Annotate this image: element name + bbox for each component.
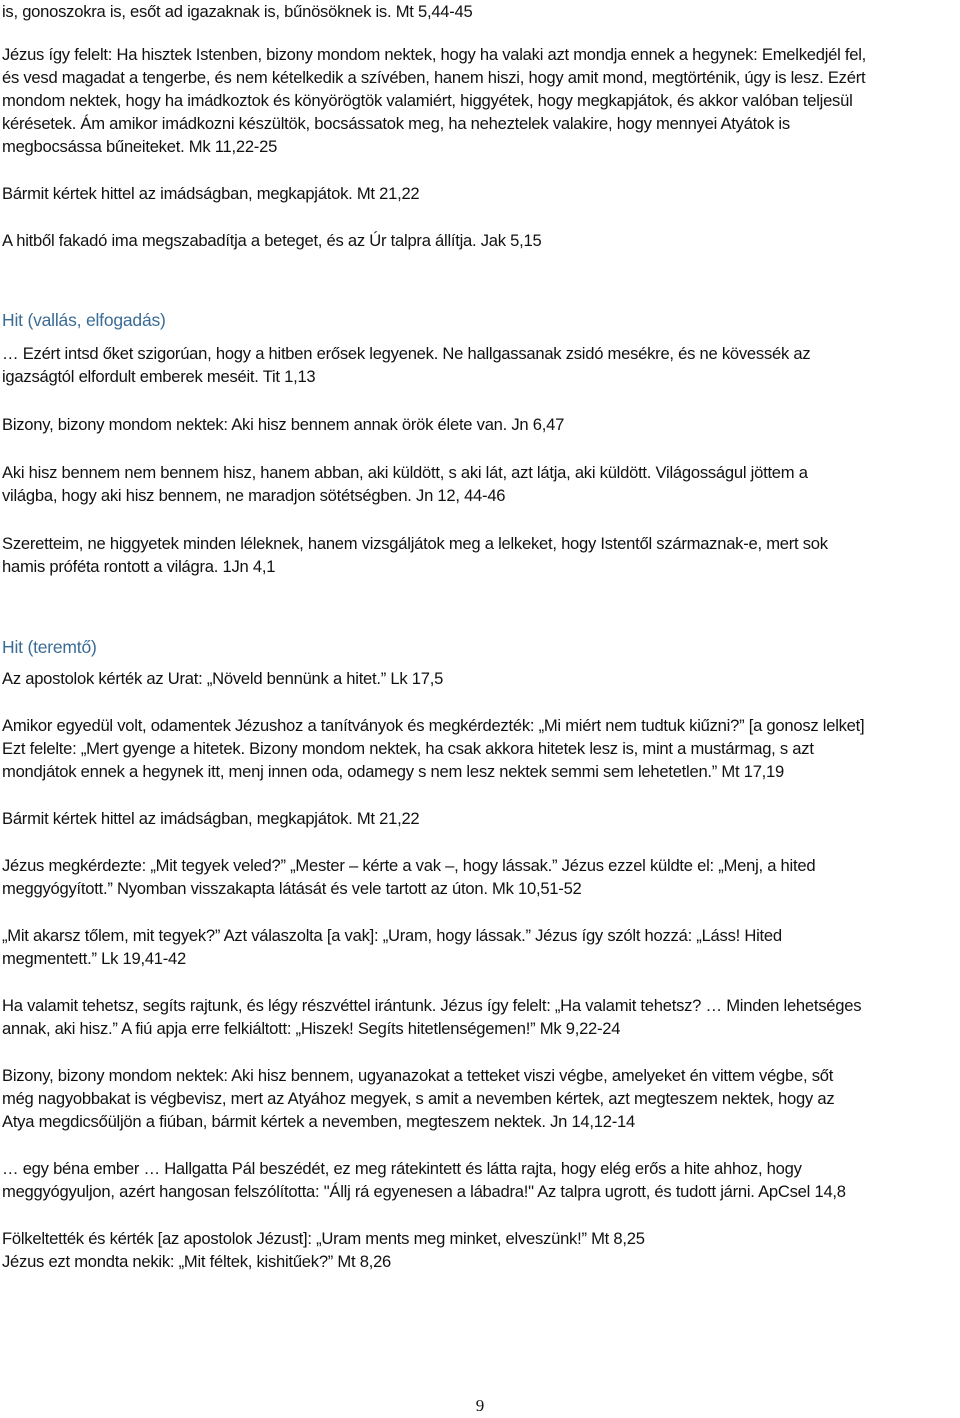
paragraph-tit-1-13 [2,342,960,388]
top-fragment-line: is, gonoszokra is, esőt ad igazaknak is, bűnösöknek is. Mt 5,44-45 [2,2,473,21]
paragraph-line: … egy béna ember … Hallgatta Pál beszédét, ez meg rátekintett és látta rajta, hogy elég erős a hite ahhoz, hogy [2,1159,802,1178]
paragraph-mt-21-22: Bármit kértek hittel az imádságban, megkapjátok. Mt 21,22 [2,184,420,203]
paragraph-line: Amikor egyedül volt, odamentek Jézushoz a tanítványok és megkérdezték: „Mi miért nem tudtuk kiűzni?” [a gonosz lelket] [2,716,865,735]
paragraph-line: … Ezért intsd őket szigorúan, hogy a hitben erősek legyenek. Ne hallgassanak zsidó mesékre, és ne kövessék az [2,344,811,363]
paragraph-line: Jézus így felelt: Ha hisztek Istenben, bizony mondom nektek, hogy ha valaki azt mondja ennek a hegynek: Emelkedjél fel, [2,45,867,64]
paragraph-line: Szeretteim, ne higgyetek minden léleknek, hanem vizsgáljátok meg a lelkeket, hogy Istentől származnak-e, mert sok [2,534,828,553]
paragraph-apcsel-14 [2,1157,960,1203]
paragraph-line: kérésetek. Ám amikor imádkozni készültök, bocsássatok meg, ha neheztelek valakire, hogy mennyei Atyátok is [2,114,790,133]
paragraph-mt-21-22-repeat: Bármit kértek hittel az imádságban, megkapjátok. Mt 21,22 [2,809,420,828]
paragraph-1jn-4-1 [2,532,960,578]
paragraph-line: Fölkeltették és kérték [az apostolok Jézust]: „Uram ments meg minket, elveszünk!” Mt 8,25 [2,1229,645,1248]
paragraph-line: mondjátok ennek a hegynek itt, menj innen oda, odamegy s nem lesz nektek semmi sem lehetetlen.” Mt 17,19 [2,762,784,781]
paragraph-jn-6-47: Bizony, bizony mondom nektek: Aki hisz bennem annak örök élete van. Jn 6,47 [2,415,565,434]
section-heading-hit-teremto: Hit (teremtő) [2,637,97,657]
paragraph-lk-17-5: Az apostolok kérték az Urat: „Növeld bennünk a hitet.” Lk 17,5 [2,669,444,688]
paragraph-line: világba, hogy aki hisz bennem, ne maradjon sötétségben. Jn 12, 44-46 [2,486,506,505]
page-number: 9 [475,1396,485,1415]
paragraph-lk-19 [2,924,960,970]
paragraph-line: Atya megdicsőüljön a fiúban, bármit kértek a nevemben, megteszem nektek. Jn 14,12-14 [2,1112,635,1131]
paragraph-line: Jézus ezt mondta nekik: „Mit féltek, kishitűek?” Mt 8,26 [2,1252,392,1271]
paragraph-line: „Mit akarsz tőlem, mit tegyek?” Azt válaszolta [a vak]: „Uram, hogy lássak.” Jézus így szólt hozzá: „Láss! Hited [2,926,782,945]
paragraph-line: megbocsássa bűneiteket. Mk 11,22-25 [2,137,278,156]
paragraph-mk-9 [2,994,960,1040]
paragraph-mk-10 [2,854,960,900]
paragraph-mt-8 [2,1227,960,1273]
paragraph-line: hamis próféta rontott a világra. 1Jn 4,1 [2,557,276,576]
paragraph-jak-5-15: A hitből fakadó ima megszabadítja a beteget, és az Úr talpra állítja. Jak 5,15 [2,231,542,250]
paragraph-line: annak, aki hisz.” A fiú apja erre felkiáltott: „Hiszek! Segíts hitetlenségemen!” Mk 9,22-24 [2,1019,621,1038]
paragraph-mk-11 [2,43,960,158]
section-heading-hit-vallas: Hit (vallás, elfogadás) [2,310,166,330]
paragraph-mt-17-19 [2,714,960,783]
paragraph-jn-12 [2,461,960,507]
paragraph-line: igazságtól elfordult emberek meséit. Tit 1,13 [2,367,316,386]
paragraph-jn-14 [2,1064,960,1133]
paragraph-line: meggyógyuljon, azért hangosan felszólította: "Állj rá egyenesen a lábadra!" Az talpra ugrott, és tudott járni. ApCsel 14,8 [2,1182,846,1201]
paragraph-line: mondom nektek, hogy ha imádkoztok és könyörögtök valamiért, higgyétek, hogy megkapjátok, és akkor valóban teljesül [2,91,853,110]
paragraph-line: és vesd magadat a tengerbe, és nem kételkedik a szívében, hanem hiszi, hogy amit mond, megtörténik, úgy is lesz. Ezért [2,68,866,87]
paragraph-line: Ha valamit tehetsz, segíts rajtunk, és légy részvéttel irántunk. Jézus így felelt: „Ha valamit tehetsz? … Minden lehetséges [2,996,862,1015]
paragraph-line: Bizony, bizony mondom nektek: Aki hisz bennem, ugyanazokat a tetteket viszi végbe, amelyeket én vittem végbe, sőt [2,1066,834,1085]
paragraph-line: Ezt felelte: „Mert gyenge a hitetek. Bizony mondom nektek, ha csak akkora hitetek lesz is, mint a mustármag, s azt [2,739,814,758]
paragraph-line: megmentett.” Lk 19,41-42 [2,949,187,968]
paragraph-line: meggyógyított.” Nyomban visszakapta látását és vele tartott az úton. Mk 10,51-52 [2,879,582,898]
paragraph-line: Aki hisz bennem nem bennem hisz, hanem abban, aki küldött, s aki lát, azt látja, aki küldött. Világosságul jöttem a [2,463,808,482]
paragraph-line: Jézus megkérdezte: „Mit tegyek veled?” „Mester – kérte a vak –, hogy lássak.” Jézus ezzel küldte el: „Menj, a hited [2,856,816,875]
paragraph-line: még nagyobbakat is végbevisz, mert az Atyához megyek, s amit a nevemben kértek, azt megteszem nektek, hogy az [2,1089,835,1108]
